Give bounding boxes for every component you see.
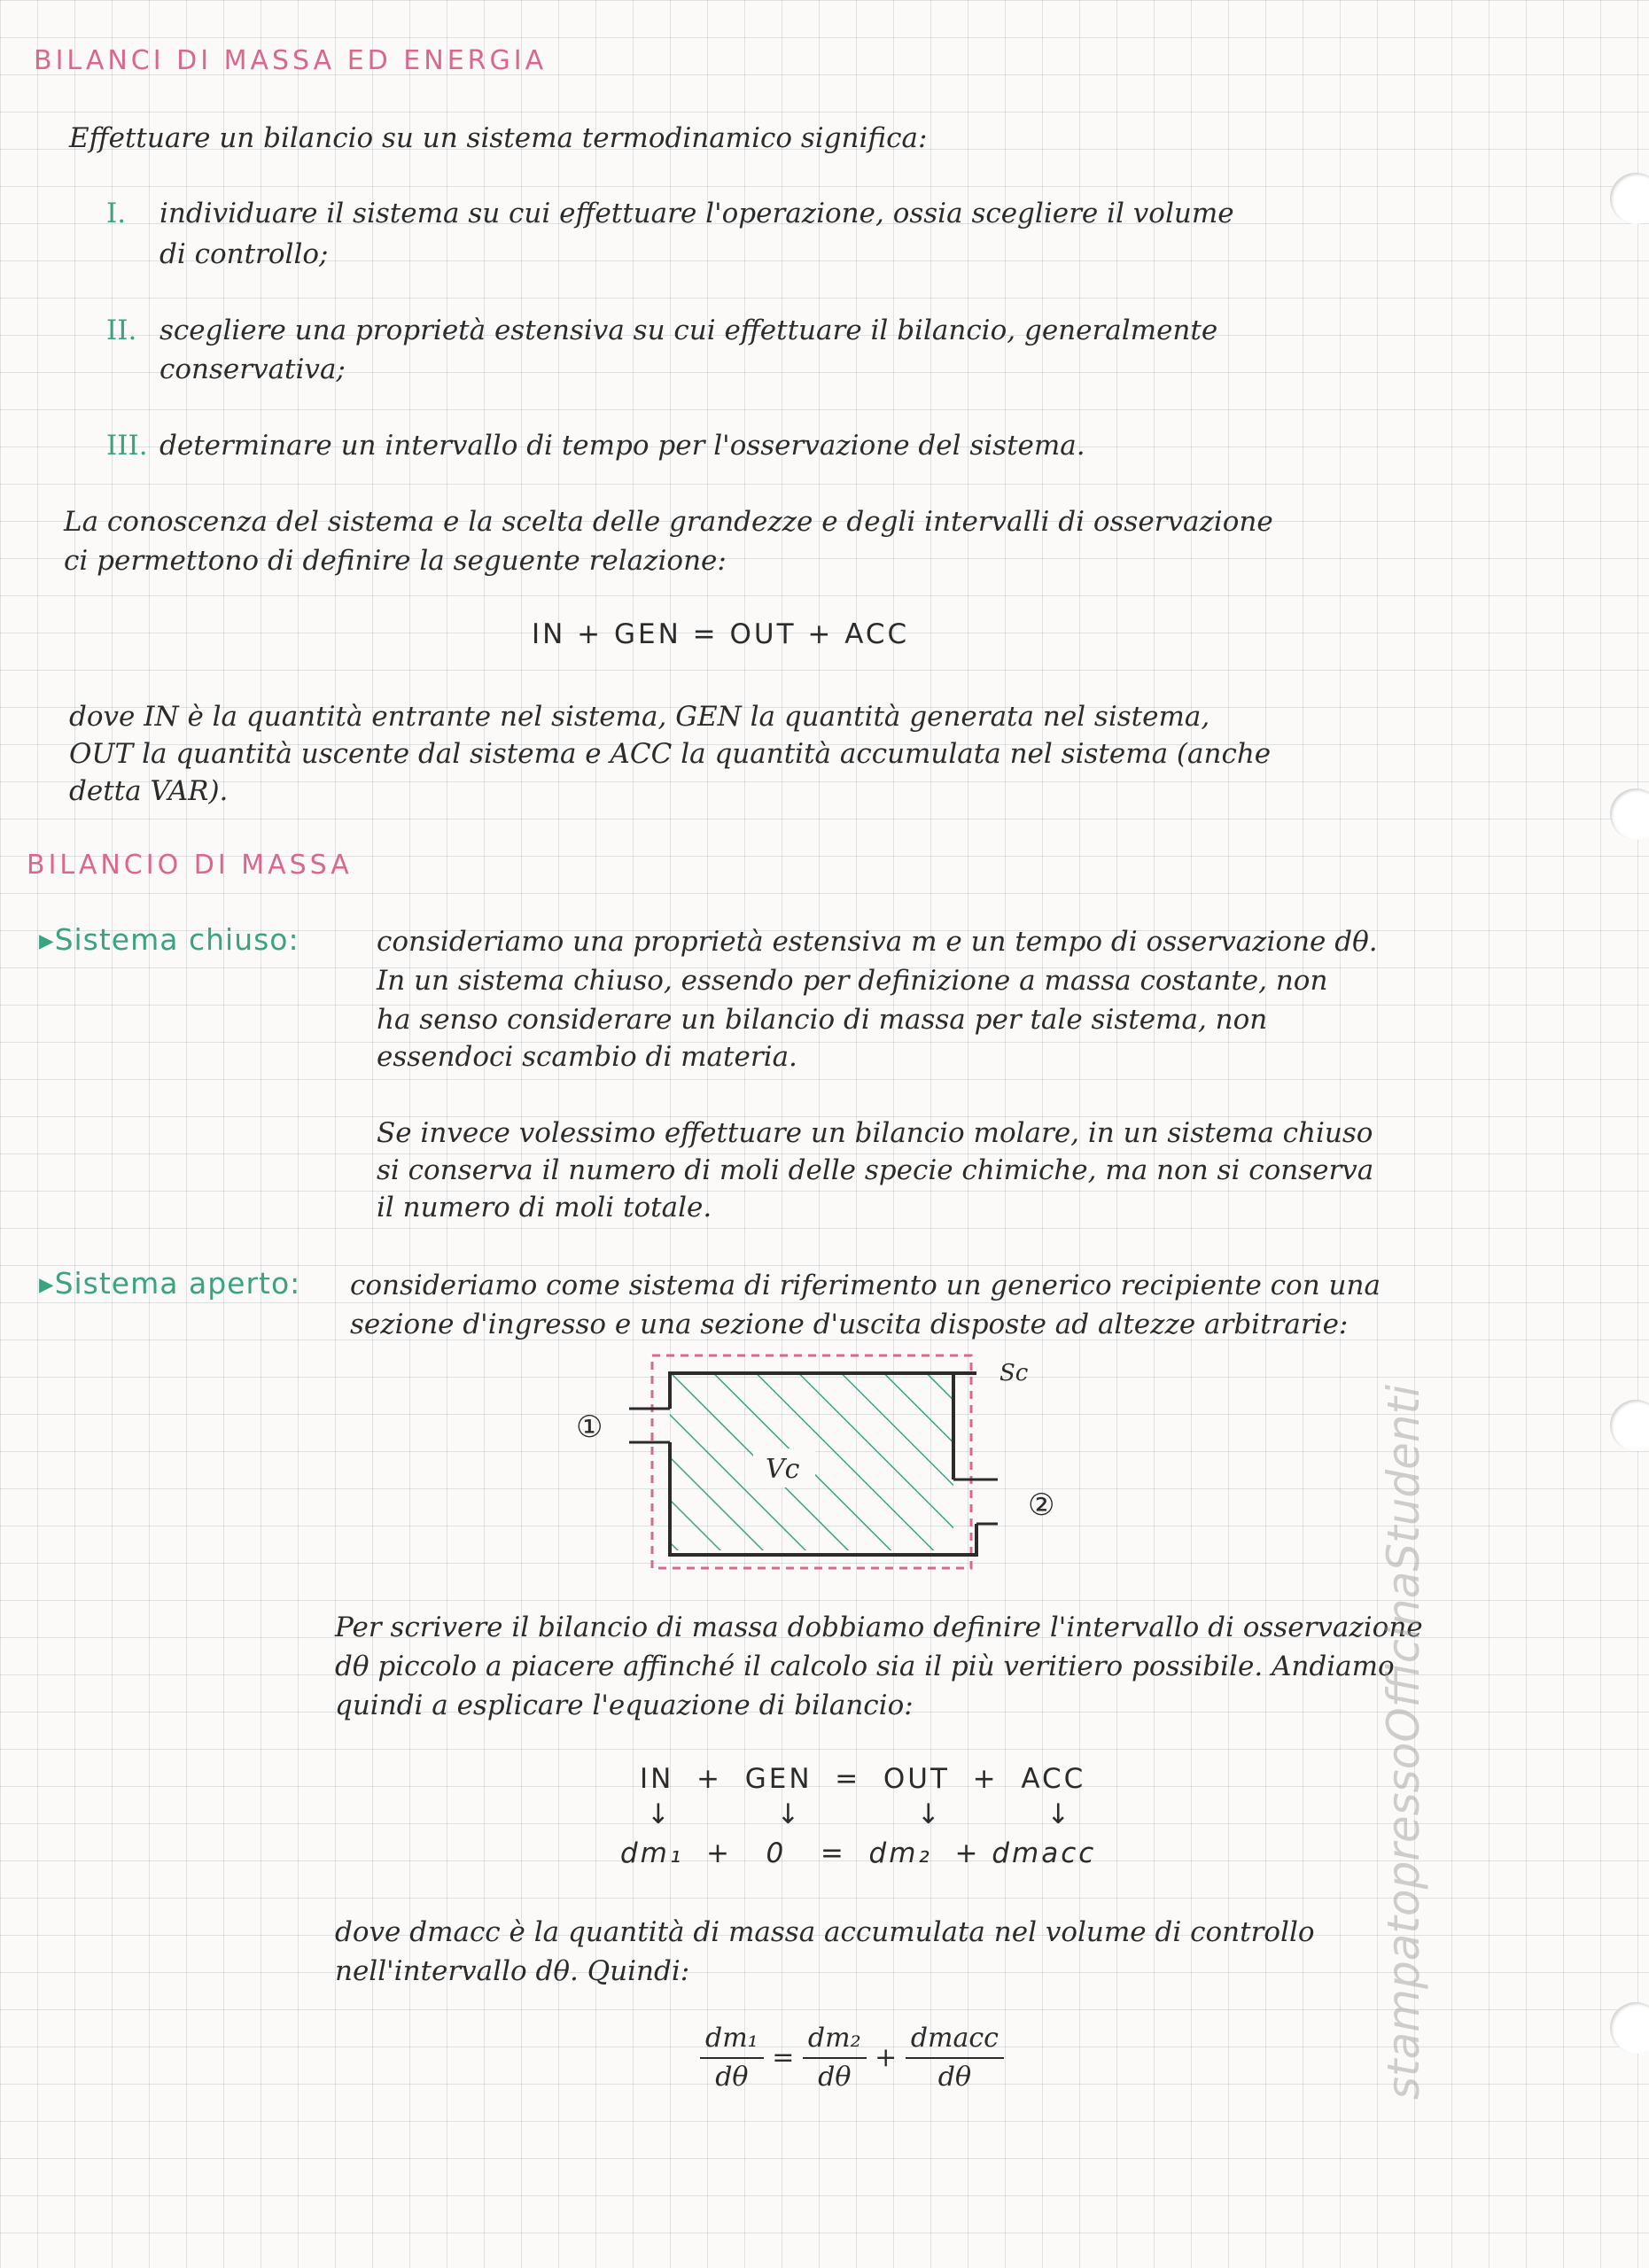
binder-hole	[1610, 2002, 1649, 2054]
numerator: dmacc	[906, 2020, 1004, 2059]
balance-bottom: dm₁ + 0 = dm₂ + dmacc	[620, 1837, 1097, 1869]
inlet-pipe	[629, 1409, 670, 1442]
open-system-label: ▸Sistema aperto:	[39, 1266, 301, 1301]
final-equation	[700, 2020, 1004, 2096]
balance-arrows: ↓ ↓ ↓ ↓	[647, 1798, 1072, 1830]
paragraph-line: La conoscenza del sistema e la scelta delle grandezze e degli intervalli di osservazione	[64, 506, 1273, 538]
control-volume-diagram	[549, 1338, 1081, 1595]
inlet-label: ①	[576, 1410, 603, 1445]
watermark: stampatopressoOfficinaStudenti	[1378, 1384, 1429, 2100]
step-text: scegliere una proprietà estensiva su cui effettuare il bilancio, generalmente	[159, 315, 1218, 346]
outlet-label: ②	[1028, 1487, 1055, 1523]
closed-system-label: ▸Sistema chiuso:	[39, 922, 299, 957]
volume-label: Vc	[766, 1454, 800, 1485]
closed-system-line: Se invece volessimo effettuare un bilancio molare, in un sistema chiuso	[377, 1117, 1373, 1149]
paragraph-line: quindi a esplicare l'equazione di bilancio:	[335, 1689, 914, 1721]
paragraph-line: ci permettono di definire la seguente relazione:	[64, 545, 727, 577]
binder-hole	[1610, 788, 1649, 840]
open-system-line: sezione d'ingresso e una sezione d'uscita disposte ad altezze arbitrarie:	[350, 1309, 1349, 1340]
closed-system-line: consideriamo una proprietà estensiva m e un tempo di osservazione dθ.	[377, 926, 1378, 958]
closed-system-line: ha senso considerare un bilancio di massa per tale sistema, non	[377, 1004, 1268, 1036]
step-1-cont: di controllo;	[159, 238, 329, 270]
outlet-pipe	[953, 1480, 998, 1524]
closed-system-line: si conserva il numero di moli delle specie chimiche, ma non si conserva	[377, 1154, 1374, 1186]
step-2	[106, 312, 1217, 349]
closed-system-line: essendoci scambio di materia.	[377, 1041, 797, 1073]
equals-sign: =	[772, 2042, 795, 2073]
step-numeral: I.	[106, 198, 127, 229]
paragraph-line: OUT la quantità uscente dal sistema e ACC la quantità accumulata nel sistema (anche	[69, 738, 1272, 770]
fraction	[906, 2020, 1004, 2096]
step-numeral: III.	[106, 430, 148, 462]
step-numeral: II.	[106, 315, 137, 346]
page-title: BILANCI DI MASSA ED ENERGIA	[34, 45, 548, 76]
open-system-line: consideriamo come sistema di riferimento un generico recipiente con una	[350, 1270, 1381, 1301]
paragraph-line: detta VAR).	[69, 775, 229, 807]
numerator: dm₂	[803, 2020, 867, 2059]
binder-hole	[1610, 173, 1649, 224]
step-text: determinare un intervallo di tempo per l'osservazione del sistema.	[159, 430, 1085, 462]
section-title: BILANCIO DI MASSA	[27, 850, 353, 881]
main-equation: IN + GEN = OUT + ACC	[532, 618, 910, 650]
paragraph-line: dove dmacc è la quantità di massa accumulata nel volume di controllo	[335, 1916, 1315, 1948]
plus-sign: +	[875, 2042, 898, 2073]
denominator: dθ	[818, 2062, 852, 2093]
paragraph-line: dθ piccolo a piacere affinché il calcolo sia il più veritiero possibile. Andiamo	[335, 1651, 1395, 1682]
fraction	[803, 2020, 867, 2096]
balance-top: IN + GEN = OUT + ACC	[640, 1763, 1086, 1795]
intro-text: Effettuare un bilancio su un sistema termodinamico significa:	[69, 122, 928, 154]
paragraph-line: Per scrivere il bilancio di massa dobbiamo definire l'intervallo di osservazione	[335, 1612, 1423, 1643]
step-2-cont: conservativa;	[159, 353, 346, 385]
paragraph-line: dove IN è la quantità entrante nel sistema, GEN la quantità generata nel sistema,	[69, 701, 1210, 733]
step-text: individuare il sistema su cui effettuare l'operazione, ossia scegliere il volume	[159, 198, 1234, 229]
closed-system-line: In un sistema chiuso, essendo per definizione a massa costante, non	[377, 965, 1328, 997]
denominator: dθ	[937, 2062, 972, 2093]
surface-label: Sc	[1000, 1360, 1029, 1386]
binder-hole	[1610, 1400, 1649, 1451]
paragraph-line: nell'intervallo dθ. Quindi:	[335, 1955, 690, 1987]
numerator: dm₁	[700, 2020, 764, 2059]
step-3	[106, 427, 1085, 464]
fraction	[700, 2020, 764, 2096]
step-1	[106, 195, 1234, 232]
closed-system-line: il numero di moli totale.	[377, 1192, 712, 1223]
denominator: dθ	[715, 2062, 749, 2093]
